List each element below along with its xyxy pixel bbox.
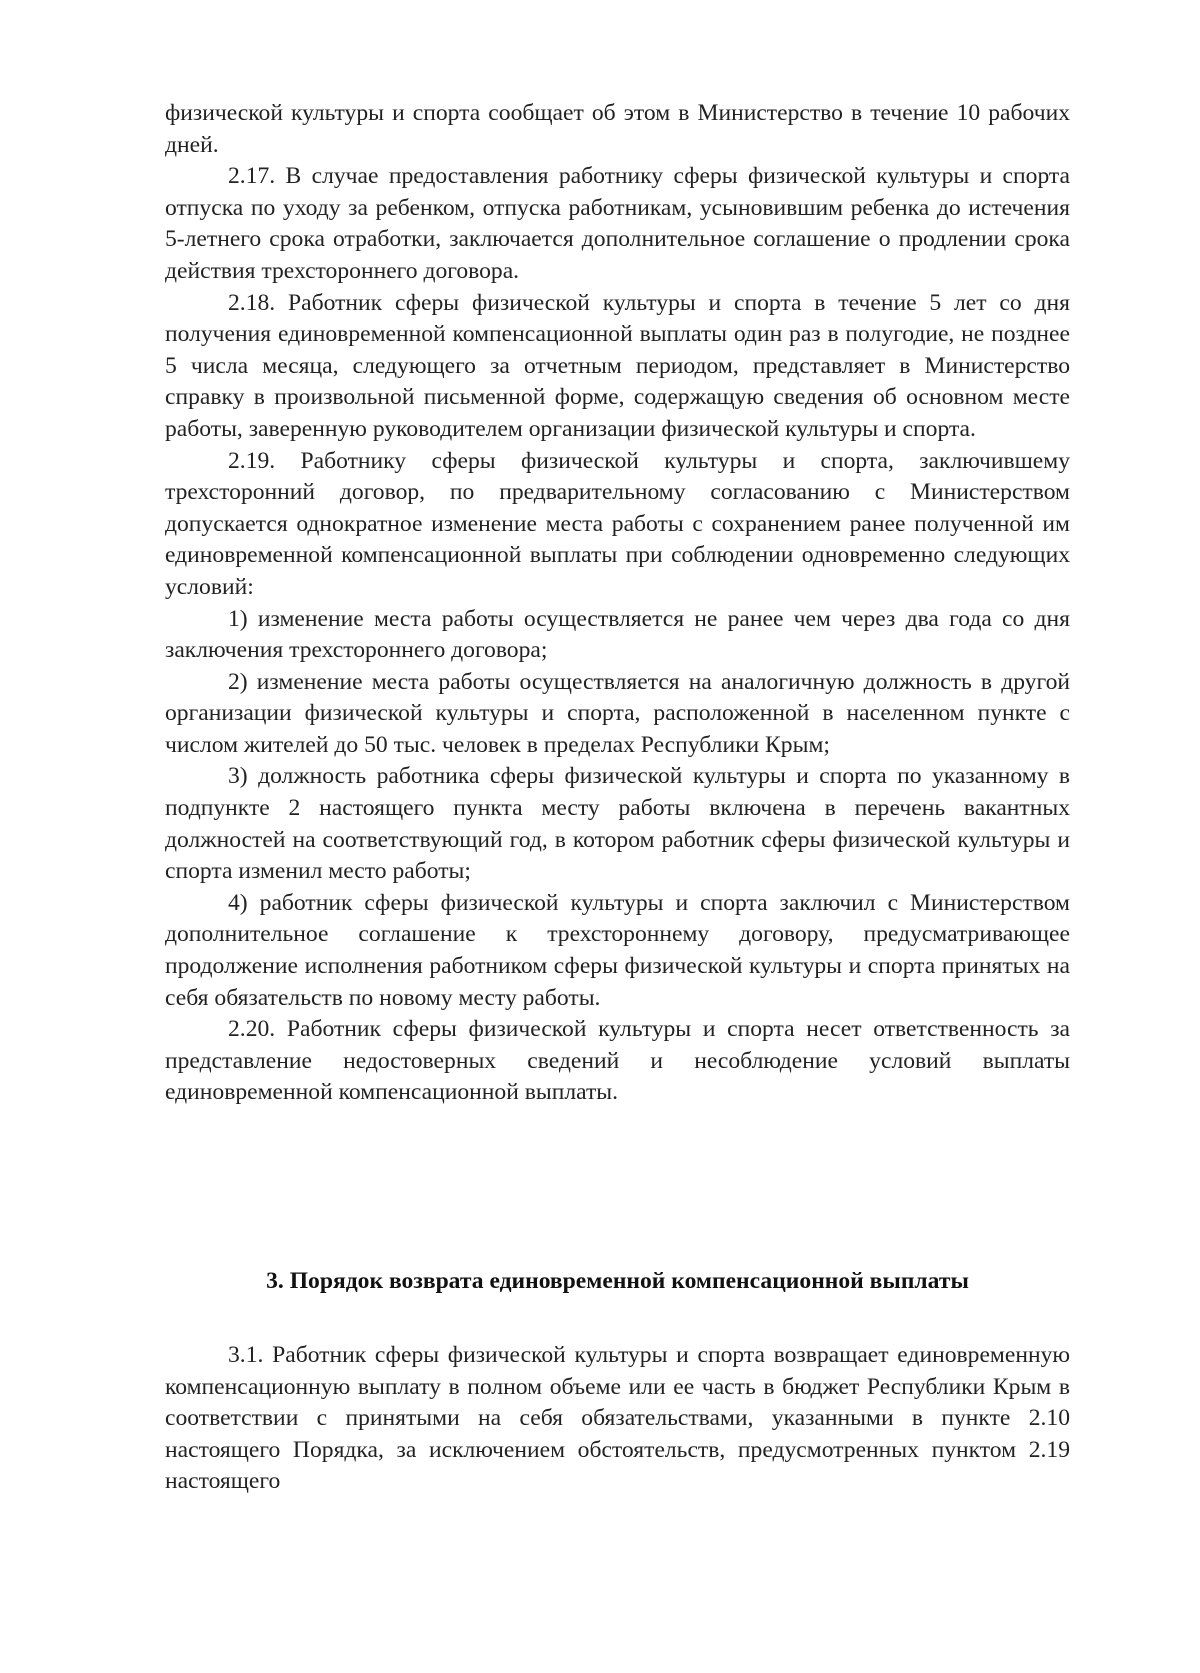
list-item-1: 1) изменение места работы осуществляется не ранее чем через два года со дня заключения трехстороннего договора; [165, 605, 1070, 664]
paragraph-3-1: 3.1. Работник сферы физической культуры и спорта возвращает единовременную компенсационную выплату в полном объеме или ее часть в бюджет Республики Крым в соответствии с принятыми на себя обязательствами, указанными в пункте 2.10 настоящего Порядка, за исключением обстоятельств, предусмотренных пунктом 2.19 настоящего [165, 1342, 1070, 1495]
paragraph-2-17: 2.17. В случае предоставления работнику сферы физической культуры и спорта отпуска по уходу за ребенком, отпуска работникам, усыновившим ребенка до истечения 5-летнего срока отработки, заключается дополнительное соглашение о продлении срока действия трехстороннего договора. [165, 163, 1070, 284]
paragraph-2-18: 2.18. Работник сферы физической культуры и спорта в течение 5 лет со дня получения единовременной компенсационной выплаты один раз в полугодие, не позднее 5 числа месяца, следующего за отчетным периодом, представляет в Министерство справку в произвольной письменной форме, содержащую сведения об основном месте работы, заверенную руководителем организации физической культуры и спорта. [165, 289, 1070, 442]
list-item-2: 2) изменение места работы осуществляется на аналогичную должность в другой организации физической культуры и спорта, расположенной в населенном пункте с числом жителей до 50 тыс. человек в пределах Республики Крым; [165, 668, 1070, 758]
list-item-3: 3) должность работника сферы физической культуры и спорта по указанному в подпункте 2 настоящего пункта месту работы включена в перечень вакантных должностей на соответствующий год, в котором работник сферы физической культуры и спорта изменил место работы; [165, 763, 1070, 885]
section-3-heading: 3. Порядок возврата единовременной компенсационной выплаты [266, 1268, 969, 1294]
section-2-text [165, 98, 1070, 1109]
paragraph-2-20: 2.20. Работник сферы физической культуры и спорта несет ответственность за представление недостоверных сведений и несоблюдение условий выплаты единовременной компенсационной выплаты. [165, 1016, 1070, 1106]
paragraph-2-19: 2.19. Работнику сферы физической культуры и спорта, заключившему трехсторонний договор, по предварительному согласованию с Министерством допускается однократное изменение места работы с сохранением ранее полученной им единовременной компенсационной выплаты при соблюдении одновременно следующих условий: [165, 447, 1070, 600]
section-3-text [165, 1340, 1070, 1498]
list-item-4: 4) работник сферы физической культуры и спорта заключил с Министерством дополнительное соглашение к трехстороннему договору, предусматривающее продолжение исполнения работником сферы физической культуры и спорта принятых на себя обязательств по новому месту работы. [165, 889, 1070, 1011]
paragraph-continuation: физической культуры и спорта сообщает об этом в Министерство в течение 10 рабочих дней. [165, 100, 1070, 158]
